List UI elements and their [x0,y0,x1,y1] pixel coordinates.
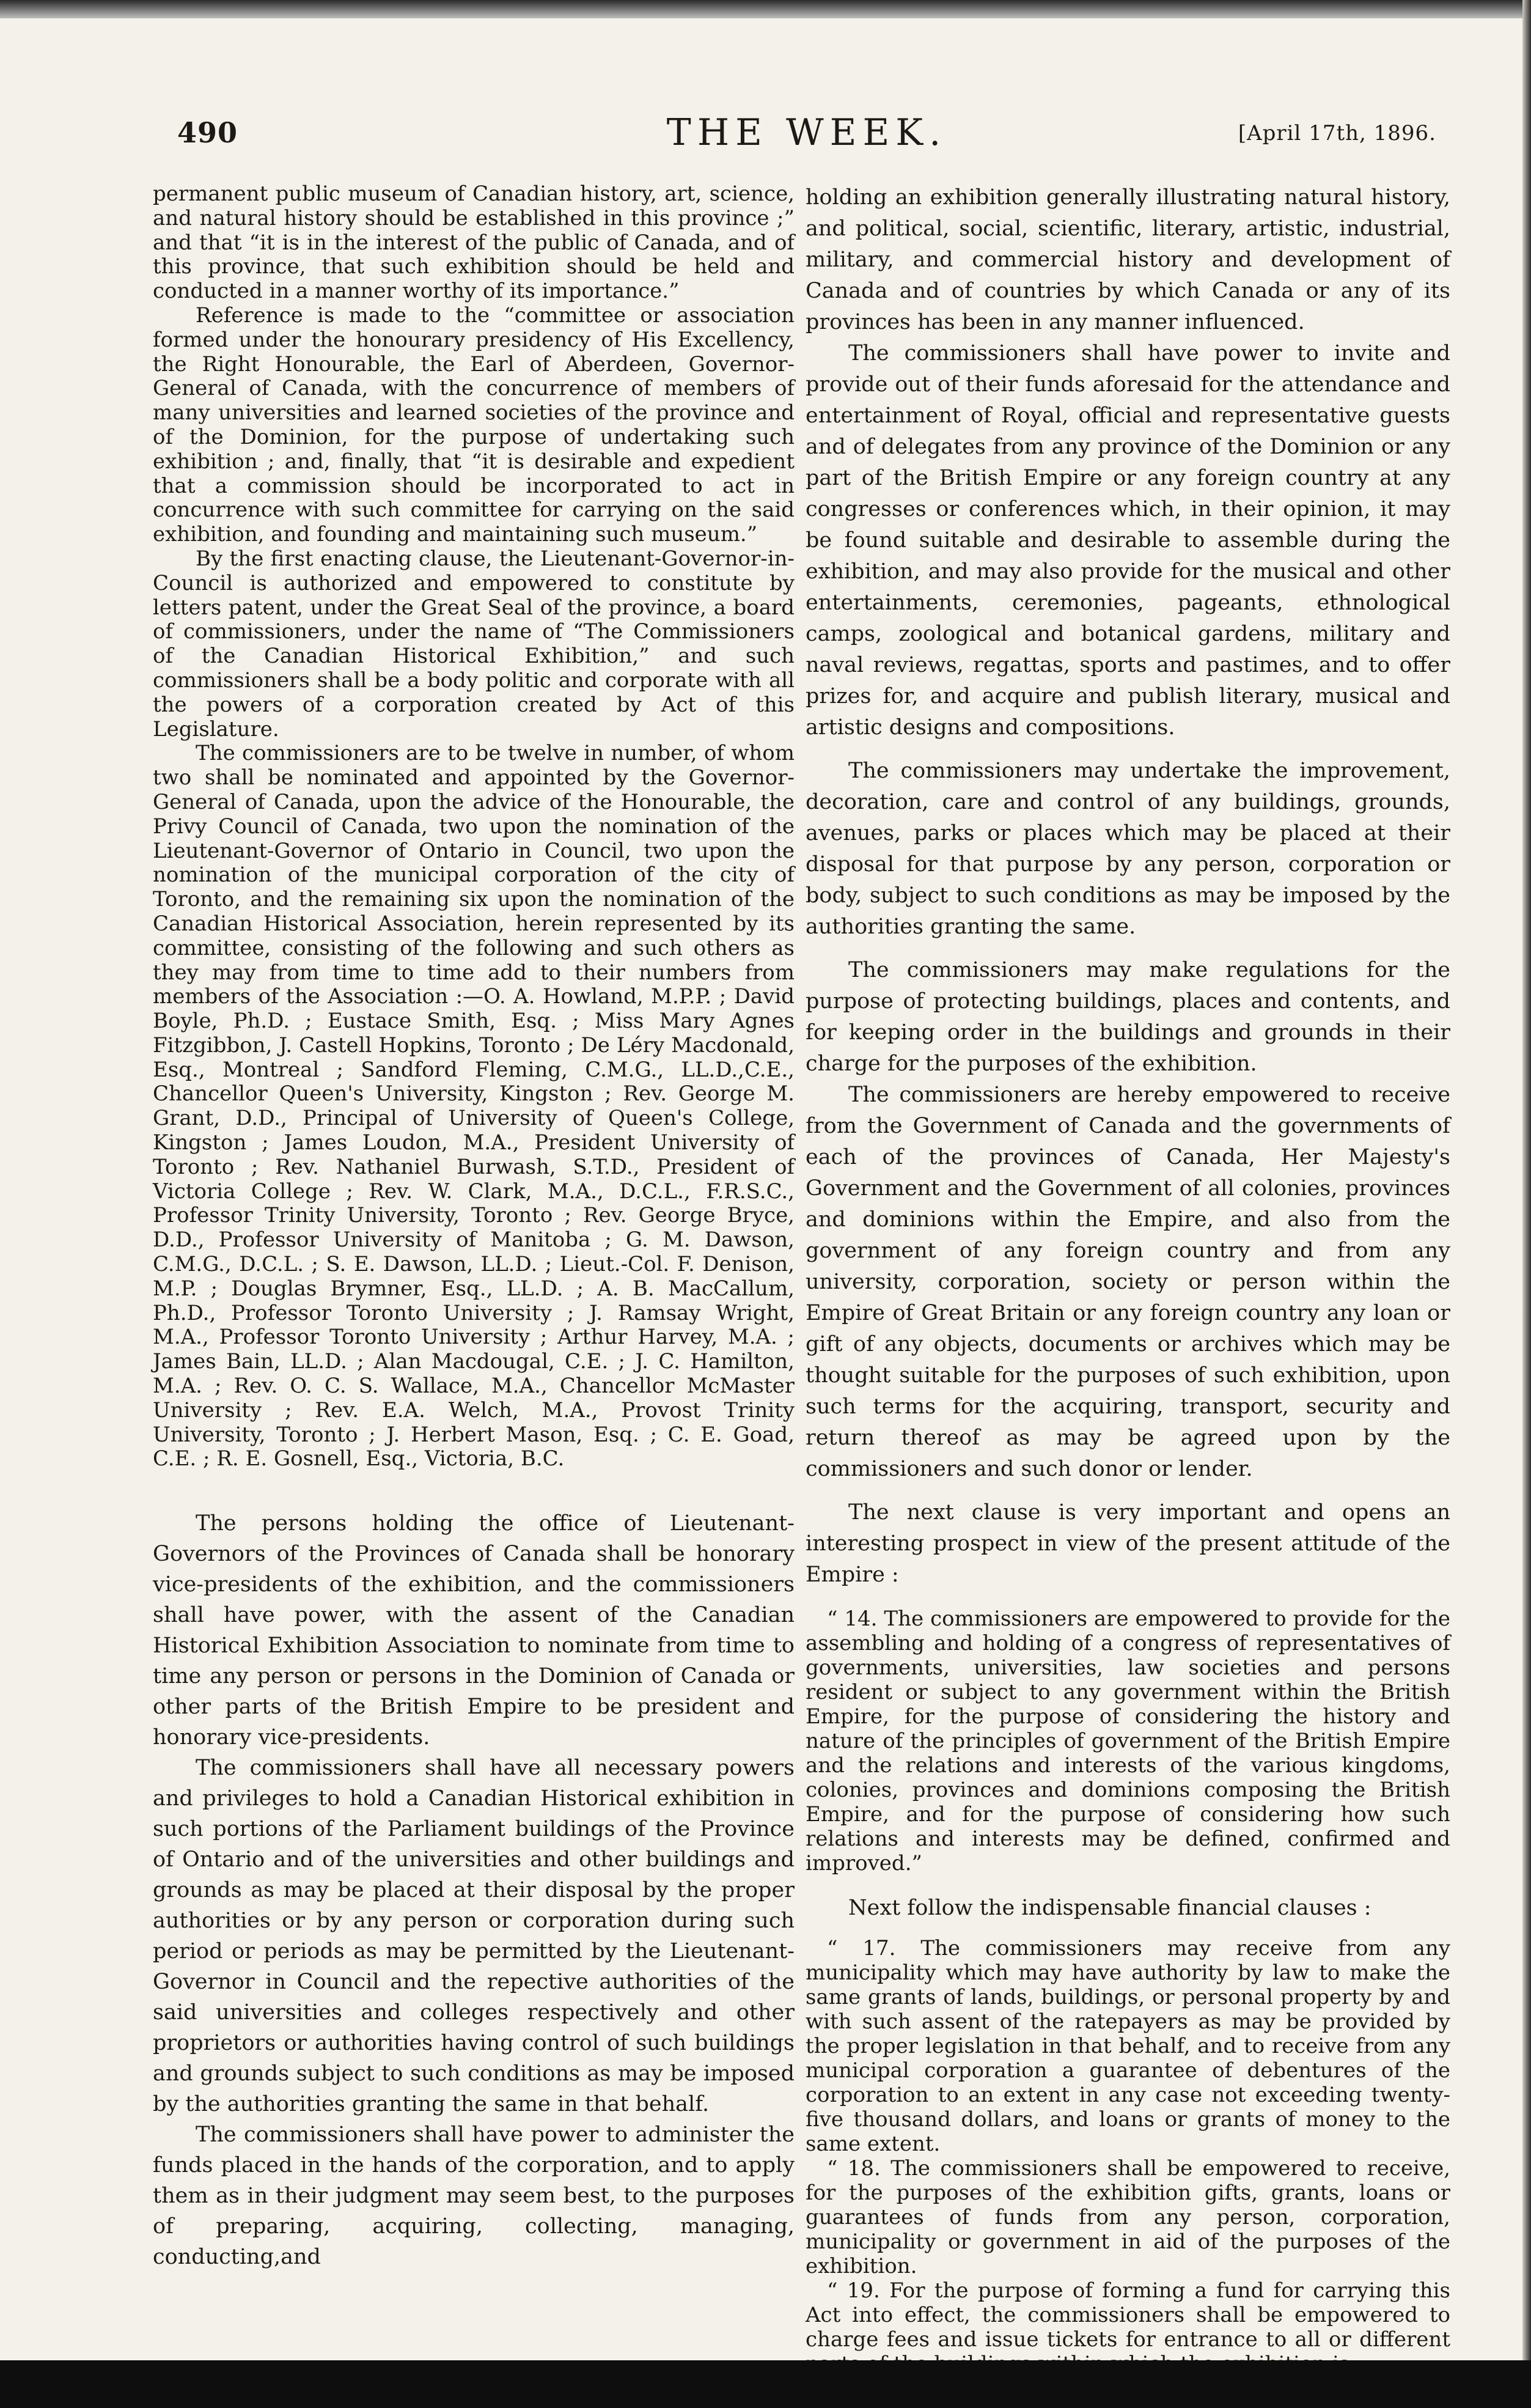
paragraph: The commissioners may make regulations for the purpose of protecting buildings, places and contents, and for keeping order in the buildings and grounds in their charge for the purposes of the exhibition. [806,958,1450,1076]
scan-bottom-edge [0,2360,1531,2408]
right-column [806,182,1450,2376]
paragraph: The commissioners are hereby empowered to receive from the Government of Canada and the governments of each of the provinces of Canada, Her Majesty's Government and the Government of all colonies, provinces and dominions within the Empire, and also from the government of any foreign country and from any university, corporation, society or person within the Empire of Great Britain or any foreign country any loan or gift of any objects, documents or archives which may be thought suitable for the purposes of such exhibition, upon such terms for the acquiring, transport, security and return thereof as may be agreed upon by the commissioners and such donor or lender. [806,1083,1450,1481]
quoted-clause: “ 14. The commissioners are empowered to provide for the assembling and holding of a congress of representatives of governments, universities, law societies and persons resident or subject to any government within the British Empire, for the purpose of considering the history and nature of the principles of government of the British Empire and the relations and interests of the various kingdoms, colonies, provinces and dominions composing the British Empire, and for the purpose of considering how such relations and interests may be defined, confirmed and improved.” [806,1607,1450,1876]
paragraph: The commissioners shall have all necessary powers and privileges to hold a Canadian Historical exhibition in such portions of the Parliament buildings of the Province of Ontario and of the universities and other buildings and grounds as may be placed at their disposal by the proper authorities or by any person or corporation during such period or periods as may be permitted by the Lieutenant-Governor in Council and the repective authorities of the said universities and colleges respectively and other proprietors or authorities having control of such buildings and grounds subject to such conditions as may be imposed by the authorities granting the same in that behalf. [153,1756,795,2117]
paragraph: The commissioners are to be twelve in number, of whom two shall be nominated and appointed by the Governor-General of Canada, upon the advice of the Honourable, the Privy Council of Canada, two upon the nomination of the Lieutenant-Governor of Ontario in Council, two upon the nomination of the municipal corporation of the city of Toronto, and the remaining six upon the nomination of the Canadian Historical Association, herein represented by its committee, consisting of the following and such others as they may from time to time add to their numbers from members of the Association :—O. A. Howland, M.P.P. ; David Boyle, Ph.D. ; Eustace Smith, Esq. ; Miss Mary Agnes Fitzgibbon, J. Castell Hopkins, Toronto ; De Léry Macdonald, Esq., Montreal ; Sandford Fleming, C.M.G., LL.D.,C.E., Chancellor Queen's University, Kingston ; Rev. George M. Grant, D.D., Principal of University of Queen's College, Kingston ; James Loudon, M.A., President University of Toronto ; Rev. Nathaniel Burwash, S.T.D., President of Victoria College ; Rev. W. Clark, M.A., D.C.L., F.R.S.C., Professor Trinity University, Toronto ; Rev. George Bryce, D.D., Professor University of Manitoba ; G. M. Dawson, C.M.G., D.C.L. ; S. E. Dawson, LL.D. ; Lieut.-Col. F. Denison, M.P. ; Douglas Brymner, Esq., LL.D. ; A. B. MacCallum, Ph.D., Professor Toronto University ; J. Ramsay Wright, M.A., Professor Toronto University ; Arthur Harvey, M.A. ; James Bain, LL.D. ; Alan Macdougal, C.E. ; J. C. Hamilton, M.A. ; Rev. O. C. S. Wallace, M.A., Chancellor McMaster University ; Rev. E.A. Welch, M.A., Provost Trinity University, Toronto ; J. Herbert Mason, Esq. ; C. E. Goad, C.E. ; R. E. Gosnell, Esq., Victoria, B.C. [153,741,795,1471]
scan-right-edge [1522,0,1531,2408]
paragraph: The commissioners shall have power to invite and provide out of their funds aforesaid for the attendance and entertainment of Royal, official and representative guests and of delegates from any province of the Dominion or any part of the British Empire or any foreign country at any congresses or conferences which, in their opinion, it may be found suitable and desirable to assemble during the exhibition, and may also provide for the musical and other entertainments, ceremonies, pageants, ethnological camps, zoological and botanical gardens, military and naval reviews, regattas, sports and pastimes, and to offer prizes for, and acquire and publish literary, musical and artistic designs and compositions. [806,341,1450,740]
issue-date: [April 17th, 1896. [1238,121,1436,145]
paragraph: The persons holding the office of Lieutenant-Governors of the Provinces of Canada shall be honorary vice-presidents of the exhibition, and the commissioners shall have power, with the assent of the Canadian Historical Exhibition Association to nominate from time to time any person or persons in the Dominion of Canada or other parts of the British Empire to be president and honorary vice-presidents. [153,1511,795,1750]
quoted-clause: “ 18. The commissioners shall be empowered to receive, for the purposes of the exhibition gifts, grants, loans or guarantees of funds from any person, corporation, municipality or government in aid of the purposes of the exhibition. [806,2156,1450,2278]
paragraph: Reference is made to the “committee or association formed under the honourary presidency of His Excellency, the Right Honourable, the Earl of Aberdeen, Governor-General of Canada, with the concurrence of members of many universities and learned societies of the province and of the Dominion, for the purpose of undertaking such exhibition ; and, finally, that “it is desirable and expedient that a commission should be incorporated to act in concurrence with such committee for carrying on the said exhibition, and founding and maintaining such museum.” [153,303,795,547]
paragraph: By the first enacting clause, the Lieutenant-Governor-in-Council is authorized and empowered to constitute by letters patent, under the Great Seal of the province, a board of commissioners, under the name of “The Commissioners of the Canadian Historical Exhibition,” and such commissioners shall be a body politic and corporate with all the powers of a corporation created by Act of this Legislature. [153,546,795,742]
paragraph: holding an exhibition generally illustrating natural history, and political, social, scientific, literary, artistic, industrial, military, and commercial history and development of Canada and of countries by which Canada or any of its provinces has been in any manner influenced. [806,185,1450,334]
page-number: 490 [177,116,238,149]
paragraph: The commissioners may undertake the improvement, decoration, care and control of any buildings, grounds, avenues, parks or places which may be placed at their disposal for that purpose by any person, corporation or body, subject to such conditions as may be imposed by the authorities granting the same. [806,759,1450,939]
quoted-clause: “ 19. For the purpose of forming a fund for carrying this Act into effect, the commissioners shall be empowered to charge fees and issue tickets for entrance to all or different [806,2278,1450,2352]
quoted-clause: “ 17. The commissioners may receive from any municipality which may have authority by law to make the same grants of lands, buildings, or personal property by and with such assent of the ratepayers as may be provided by the proper legislation in that behalf, and to receive from any municipal corporation a guarantee of debentures of the corporation to an extent in any case not exceeding twenty-five thousand dollars, and loans or grants of money to the same extent. [806,1936,1450,2156]
paragraph: Next follow the indispensable financial clauses : [848,1896,1371,1920]
left-column [153,182,795,2272]
paragraph: The commissioners shall have power to administer the funds placed in the hands of the corporation, and to apply them as in their judgment may seem best, to the purposes of preparing, acquiring, collecting, managing, conducting,and [153,2123,795,2270]
masthead-title: THE WEEK. [666,111,947,154]
page-header [177,111,1436,160]
scan-top-edge [0,0,1531,18]
paragraph: permanent public museum of Canadian history, art, science, and natural history should be established in this province ;” and that “it is in the interest of the public of Canada, and of this province, that such exhibition should be held and conducted in a manner worthy of its importance.” [153,182,795,304]
paragraph: The next clause is very important and opens an interesting prospect in view of the present attitude of the Empire : [806,1500,1450,1587]
